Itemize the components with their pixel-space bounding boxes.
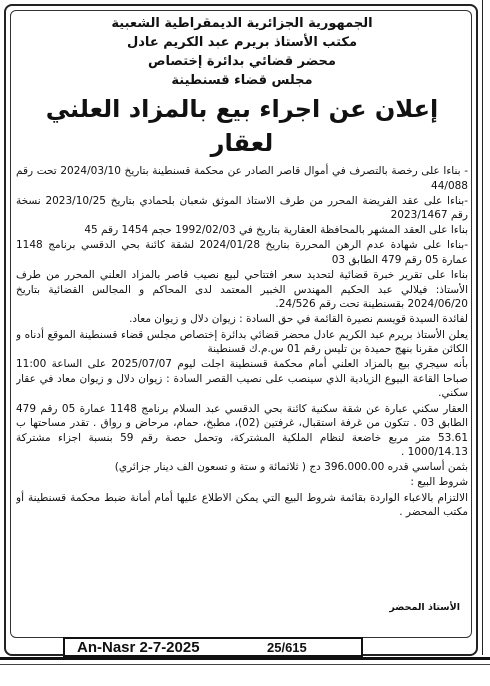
header-court: مجلس قضاء قسنطينة <box>171 73 313 88</box>
header-bailiff: محضر قضائي بدائرة إختصاص <box>148 54 336 69</box>
newspaper-date: An-Nasr 2-7-2025 <box>77 638 200 656</box>
page-bottom-rule <box>0 657 490 660</box>
adjacent-column-border <box>482 0 490 655</box>
paragraph-conditions-title: شروط البيع : <box>410 476 468 489</box>
page-bottom-rule-thin <box>0 664 490 665</box>
paragraph-expert-report: بناءا على تقرير خبرة قضائية لتحديد سعر افتتاحي لبيع نصيب قاصر بالمزاد العلني المحرر من طرف الأستاذ: فيلالي عبد الحكيم المهندس الخبير المعتمد لدى المحاكم و المجالس القضائية بتاريخ 2024/06/20 بقسنطينة تحت رقم 24/526. <box>16 269 468 311</box>
paragraph-permit: - بناءا على رخصة بالتصرف في أموال قاصر الصادر عن محكمة قسنطينة بتاريخ 2024/03/10 تحت رقم 44/088 <box>16 165 468 192</box>
footer-box <box>63 637 363 657</box>
paragraph-property-description: العقار سكني عبارة عن شقة سكنية كائنة بحي الدقسي عبد السلام برنامج 1148 عمارة 05 رقم 479 الطابق 03 . تتكون من غرفة استقبال، غرفتين (02)، مطبخ، حمام، مرحاض و رواق . تقدر مساحتها ب 53.61 متر مربع خاضعة لنظام الملكية المشتركة، وتحمل حصة رقم 59 بنسبة اجزاء مشتركة 1000/14.13 . <box>16 402 468 459</box>
notice-headline: إعلان عن اجراء بيع بالمزاد العلني لعقار <box>45 95 439 157</box>
paragraph-no-mortgage: -بناءا على شهادة عدم الرهن المحررة بتاريخ 2024/01/28 لشقة كائنة بحي الدقسي برنامج 1148 عمارة 05 رقم 479 الطابق 03 <box>16 239 468 267</box>
signer-label: الأستاذ المحضر <box>389 602 460 613</box>
paragraph-base-price: بثمن أساسي قدره 396.000.00 دج ( ثلاثمائة و ستة و تسعون الف دينار جزائري) <box>114 461 468 474</box>
header-republic: الجمهورية الجزائرية الديمقراطية الشعبية <box>111 16 373 31</box>
header-office: مكتب الأستاذ بريرم عبد الكريم عادل <box>126 35 358 50</box>
notice-content <box>16 14 468 614</box>
paragraph-conditions: الالتزام بالاعباء الواردة بقائمة شروط البيع التي يمكن الاطلاع عليها أمام أمانة ضبط محكمة قسنطينة أو مكتب المحضر . <box>16 491 468 519</box>
paragraph-registered-deed: بناءا على العقد المشهر بالمحافظة العقارية بتاريخ في 1992/02/03 حجم 1454 رقم 45 <box>84 224 468 237</box>
paragraph-beneficiary: لفائدة السيدة قويسم نصيرة القائمة في حق السادة : زيوان دلال و زيوان معاد. <box>129 313 468 326</box>
paragraph-inheritance-deed: -بناءا على عقد الفريضة المحرر من طرف الاستاذ الموثق شعبان بلحمادي بتاريخ 2023/10/25 نسخة رقم 2023/1467 <box>16 194 468 222</box>
paragraph-announcement: يعلن الأستاذ بريرم عبد الكريم عادل محضر قضائي بدائرة إختصاص مجلس قضاء قسنطينة الموقع أدناه و الكائن مقرنا بنهج حميدة بن تليس رقم 01 س.م.ك قسنطينة <box>16 328 468 356</box>
ad-number: 25/615 <box>267 639 307 655</box>
paragraph-auction-date: بأنه سيجري بيع بالمزاد العلني أمام محكمة قسنطينة اجلت ليوم 2025/07/07 على الساعة 11:00 صباحا القاعة البيوع الزيادية الذي سينصب على نصيب القصر السادة : زيوان دلال و زيوان معاد في عقار سكني. <box>16 358 468 400</box>
